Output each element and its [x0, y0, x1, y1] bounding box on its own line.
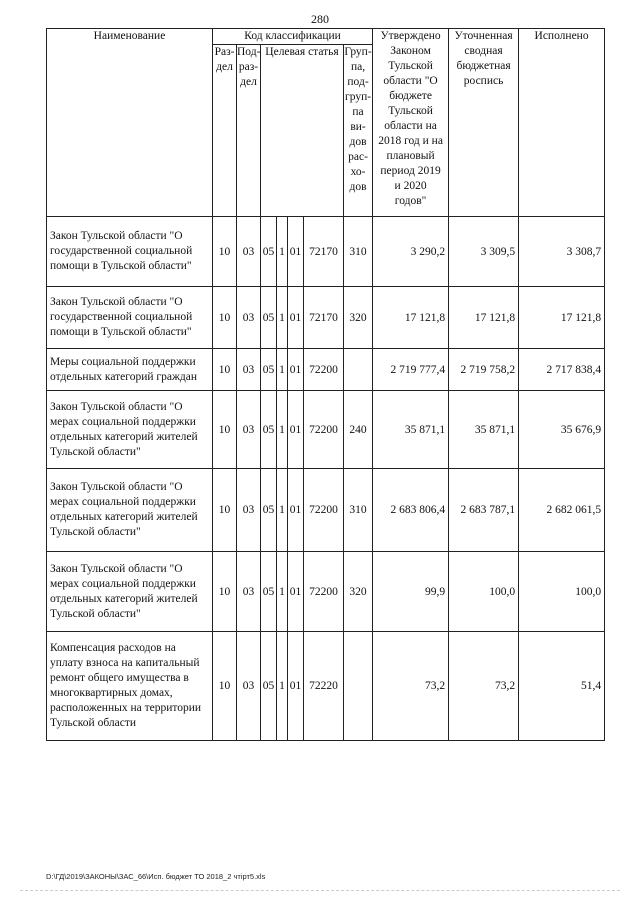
cell-approved: 3 290,2 — [373, 217, 449, 287]
table-row — [47, 287, 605, 349]
cell-approved: 73,2 — [373, 632, 449, 741]
cell-razdel: 10 — [213, 349, 237, 391]
cell-podrazdel: 03 — [237, 287, 261, 349]
cell-cs3: 01 — [288, 632, 304, 741]
cell-executed: 3 308,7 — [519, 217, 605, 287]
header-refined: Уточненная сводная бюджетная роспись — [449, 29, 519, 217]
cell-approved: 2 719 777,4 — [373, 349, 449, 391]
cell-cs1: 05 — [261, 632, 277, 741]
cell-cs4: 72200 — [304, 552, 344, 632]
cell-executed: 100,0 — [519, 552, 605, 632]
budget-table — [46, 28, 605, 741]
cell-cs2: 1 — [277, 391, 288, 469]
header-podrazdel: Под- раз- дел — [237, 45, 261, 217]
cell-cs2: 1 — [277, 552, 288, 632]
cell-cs2: 1 — [277, 469, 288, 552]
cell-name: Компенсация расходов на уплату взноса на капитальный ремонт общего имущества в многоквартирных домах, расположенных на территории Тульской области — [47, 632, 213, 741]
cell-podrazdel: 03 — [237, 632, 261, 741]
cell-cs1: 05 — [261, 217, 277, 287]
cell-approved: 2 683 806,4 — [373, 469, 449, 552]
cell-cs1: 05 — [261, 349, 277, 391]
table-header — [47, 29, 605, 217]
header-name: Наименование — [47, 29, 213, 217]
cell-cs3: 01 — [288, 287, 304, 349]
cell-cs4: 72200 — [304, 469, 344, 552]
header-approved: Утверждено Законом Тульской области "О бюджете Тульской области на 2018 год и на плановый период 2019 и 2020 годов" — [373, 29, 449, 217]
header-executed: Исполнено — [519, 29, 605, 217]
cell-refined: 2 683 787,1 — [449, 469, 519, 552]
cell-razdel: 10 — [213, 632, 237, 741]
table-row — [47, 632, 605, 741]
scan-edge-line — [20, 890, 620, 891]
cell-cs3: 01 — [288, 349, 304, 391]
table-row — [47, 349, 605, 391]
cell-cs1: 05 — [261, 287, 277, 349]
cell-razdel: 10 — [213, 391, 237, 469]
cell-podrazdel: 03 — [237, 217, 261, 287]
cell-name: Меры социальной поддержки отдельных категорий граждан — [47, 349, 213, 391]
cell-executed: 2 717 838,4 — [519, 349, 605, 391]
cell-razdel: 10 — [213, 469, 237, 552]
cell-refined: 17 121,8 — [449, 287, 519, 349]
cell-cs2: 1 — [277, 349, 288, 391]
file-path-footer: D:\ГД\2019\ЗАКОНЫ\ЗАС_66\Исп. бюджет ТО 2018_2 чтірт5.xls — [46, 872, 266, 881]
cell-refined: 35 871,1 — [449, 391, 519, 469]
cell-cs1: 05 — [261, 391, 277, 469]
table-row — [47, 552, 605, 632]
cell-cs4: 72220 — [304, 632, 344, 741]
cell-executed: 51,4 — [519, 632, 605, 741]
cell-name: Закон Тульской области "О мерах социальной поддержки отдельных категорий жителей Тульской области" — [47, 391, 213, 469]
cell-vr: 320 — [344, 287, 373, 349]
cell-podrazdel: 03 — [237, 469, 261, 552]
cell-razdel: 10 — [213, 287, 237, 349]
cell-executed: 17 121,8 — [519, 287, 605, 349]
page-number: 280 — [311, 12, 329, 26]
cell-cs3: 01 — [288, 552, 304, 632]
cell-approved: 35 871,1 — [373, 391, 449, 469]
cell-podrazdel: 03 — [237, 349, 261, 391]
cell-cs3: 01 — [288, 469, 304, 552]
table-row — [47, 469, 605, 552]
cell-refined: 2 719 758,2 — [449, 349, 519, 391]
cell-name: Закон Тульской области "О государственной социальной помощи в Тульской области" — [47, 217, 213, 287]
cell-cs1: 05 — [261, 552, 277, 632]
cell-cs2: 1 — [277, 287, 288, 349]
cell-vr: 310 — [344, 469, 373, 552]
cell-refined: 3 309,5 — [449, 217, 519, 287]
cell-podrazdel: 03 — [237, 552, 261, 632]
cell-vr: 310 — [344, 217, 373, 287]
table-row — [47, 217, 605, 287]
cell-vr: 320 — [344, 552, 373, 632]
cell-approved: 99,9 — [373, 552, 449, 632]
cell-cs4: 72170 — [304, 287, 344, 349]
cell-name: Закон Тульской области "О мерах социальной поддержки отдельных категорий жителей Тульской области" — [47, 469, 213, 552]
cell-razdel: 10 — [213, 552, 237, 632]
cell-podrazdel: 03 — [237, 391, 261, 469]
cell-refined: 100,0 — [449, 552, 519, 632]
cell-cs4: 72200 — [304, 349, 344, 391]
header-code-group: Код классификации — [213, 29, 373, 45]
cell-cs3: 01 — [288, 217, 304, 287]
header-celevaya: Целевая статья — [261, 45, 344, 217]
cell-refined: 73,2 — [449, 632, 519, 741]
cell-name: Закон Тульской области "О государственной социальной помощи в Тульской области" — [47, 287, 213, 349]
cell-executed: 35 676,9 — [519, 391, 605, 469]
cell-name: Закон Тульской области "О мерах социальной поддержки отдельных категорий жителей Тульской области" — [47, 552, 213, 632]
cell-vr — [344, 632, 373, 741]
cell-cs2: 1 — [277, 632, 288, 741]
cell-cs4: 72200 — [304, 391, 344, 469]
cell-approved: 17 121,8 — [373, 287, 449, 349]
table-body — [47, 217, 605, 741]
cell-cs2: 1 — [277, 217, 288, 287]
cell-executed: 2 682 061,5 — [519, 469, 605, 552]
cell-cs4: 72170 — [304, 217, 344, 287]
header-razdel: Раз- дел — [213, 45, 237, 217]
cell-razdel: 10 — [213, 217, 237, 287]
cell-cs3: 01 — [288, 391, 304, 469]
cell-vr — [344, 349, 373, 391]
table-row — [47, 391, 605, 469]
header-gruppa: Груп- па, под- груп- па ви- дов рас- хо- дов — [344, 45, 373, 217]
cell-cs1: 05 — [261, 469, 277, 552]
cell-vr: 240 — [344, 391, 373, 469]
